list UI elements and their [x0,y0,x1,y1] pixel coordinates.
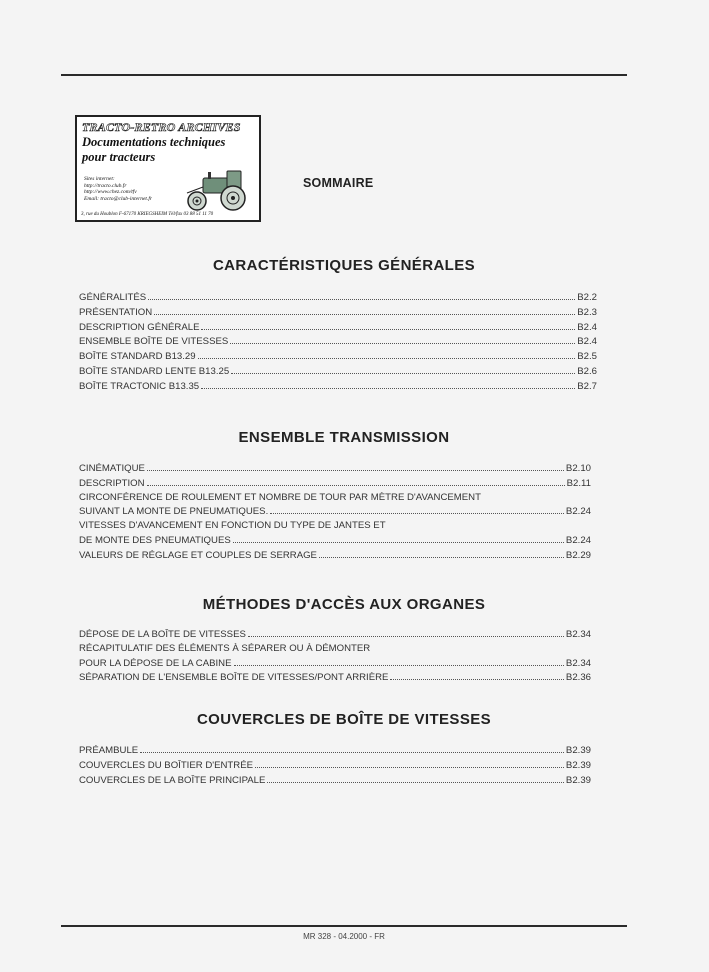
toc-page-number: B2.34 [565,657,591,669]
toc-page-number: B2.5 [577,351,597,363]
toc-entry [79,773,591,788]
toc-entry-label: COUVERCLES DU BOÎTIER D'ENTRÉE [79,759,254,771]
toc-entry [79,305,597,320]
toc-entry-label: CINÉMATIQUE [79,463,145,474]
dot-leader [154,305,575,315]
toc-entry-label: GÉNÉRALITÉS [79,292,147,303]
dot-leader [147,461,564,471]
toc-page-number: B2.39 [565,774,591,786]
toc-entry-line [79,758,591,773]
dot-leader [255,758,564,768]
stamp-subtitle-line2: pour tracteurs [82,150,156,164]
dot-leader [319,548,564,558]
section-title-transmission: ENSEMBLE TRANSMISSION [238,429,450,446]
dot-leader [201,320,575,330]
bottom-rule [61,925,627,927]
top-rule [61,74,627,76]
section-title-caracteristiques: CARACTÉRISTIQUES GÉNÉRALES [212,257,476,274]
toc-entry-label: POUR LA DÉPOSE DE LA CABINE [79,657,232,669]
toc-entry [79,743,591,758]
toc-page-number: B2.7 [577,380,597,392]
dot-leader [147,476,565,486]
toc-page-number: B2.39 [565,745,591,756]
dot-leader [231,364,575,374]
dot-leader [233,533,564,543]
toc-page-number: B2.4 [577,321,597,333]
toc-entry-line [79,379,597,394]
section-title-couvercles: COUVERCLES DE BOÎTE DE VITESSES [196,711,492,728]
toc-entry-line [79,627,591,642]
toc-page-number: B2.3 [577,306,597,318]
toc-entry-label: DESCRIPTION [79,477,145,489]
toc-entry [79,349,597,364]
toc-page-number: B2.39 [565,759,591,771]
toc-entry-label: CIRCONFÉRENCE DE ROULEMENT ET NOMBRE DE TOUR PAR MÈTRE D'AVANCEMENT [79,491,481,503]
toc-entry-line [79,334,597,349]
toc-entry-line [79,349,597,364]
toc-entry [79,670,591,685]
toc-page-number: B2.10 [565,463,591,474]
archive-stamp [75,115,261,222]
toc-section-caracteristiques [79,290,597,394]
toc-entry-line [79,305,597,320]
toc-entry-label: PRÉAMBULE [79,745,139,756]
toc-entry [79,627,591,642]
sommaire-heading: SOMMAIRE [303,176,374,190]
toc-entry-line [79,773,591,788]
toc-entry-line [79,656,591,671]
footer-reference: MR 328 - 04.2000 - FR [303,932,385,941]
toc-entry-label: VITESSES D'AVANCEMENT EN FONCTION DU TYPE DE JANTES ET [79,520,386,532]
toc-entry-line [79,642,591,656]
toc-entry [79,519,591,548]
dot-leader [248,627,564,637]
toc-entry [79,491,591,520]
stamp-sites-label: Sites internet: [84,176,115,182]
toc-page-number: B2.2 [577,292,597,303]
toc-entry-line [79,743,591,758]
dot-leader [198,349,576,359]
toc-page-number: B2.34 [565,629,591,640]
toc-entry-label: BOÎTE STANDARD B13.29 [79,351,196,363]
toc-section-methodes [79,627,591,685]
toc-entry-line [79,533,591,548]
dot-leader [201,379,575,389]
toc-entry-label: BOÎTE STANDARD LENTE B13.25 [79,365,230,377]
toc-entry-line [79,320,597,335]
toc-entry-label: ENSEMBLE BOÎTE DE VITESSES [79,336,229,348]
toc-entry-line [79,364,597,379]
toc-entry [79,461,591,476]
toc-entry-label: VALEURS DE RÉGLAGE ET COUPLES DE SERRAGE [79,549,317,561]
stamp-site-2: http://www.chez.com/tfv [84,189,137,196]
toc-entry-line [79,290,597,305]
toc-entry [79,548,591,563]
dot-leader [140,743,564,753]
toc-entry [79,290,597,305]
stamp-title: TRACTO-RETRO ARCHIVES [82,120,241,134]
toc-entry [79,642,591,671]
section-title-methodes: MÉTHODES D'ACCÈS AUX ORGANES [202,596,486,613]
toc-entry-label: SUIVANT LA MONTE DE PNEUMATIQUES. [79,506,269,518]
toc-entry-label: BOÎTE TRACTONIC B13.35 [79,380,200,392]
toc-entry-line [79,504,591,519]
toc-page-number: B2.11 [566,477,591,489]
toc-entry-label: SÉPARATION DE L'ENSEMBLE BOÎTE DE VITESSES/PONT ARRIÈRE [79,672,389,684]
toc-entry-line [79,670,591,685]
dot-leader [270,504,564,514]
toc-entry [79,476,591,491]
toc-entry-label: DÉPOSE DE LA BOÎTE DE VITESSES [79,629,246,640]
toc-entry [79,758,591,773]
stamp-websites [84,176,152,202]
toc-entry-label: PRÉSENTATION [79,306,153,318]
dot-leader [267,773,564,783]
toc-entry-line [79,461,591,476]
stamp-email: Email: tracto@club-internet.fr [84,195,152,202]
tractor-icon [181,169,253,211]
toc-page-number: B2.4 [577,336,597,348]
dot-leader [234,656,564,666]
stamp-site-1: http://tracto.club.fr [84,182,127,189]
toc-page-number: B2.24 [565,534,591,546]
dot-leader [230,334,575,344]
toc-section-couvercles [79,743,591,787]
toc-section-transmission [79,461,591,563]
toc-page-number: B2.24 [565,506,591,518]
stamp-address: 3, rue du Houblon F-67170 KRIEGSHEIM Tél/fax 03 88 51 11 70 [81,212,214,217]
toc-page-number: B2.36 [565,672,591,684]
toc-entry-line [79,519,591,533]
toc-entry-line [79,491,591,505]
toc-page-number: B2.6 [577,365,597,377]
stamp-subtitle-line1: Documentations techniques [82,135,226,149]
toc-entry [79,364,597,379]
toc-entry-line [79,476,591,491]
toc-entry-label: RÉCAPITULATIF DES ÉLÉMENTS À SÉPARER OU À DÉMONTER [79,642,371,654]
toc-entry [79,320,597,335]
dot-leader [148,290,575,300]
toc-page-number: B2.29 [565,549,591,561]
toc-entry-label: DESCRIPTION GÉNÉRALE [79,321,200,333]
toc-entry-label: DE MONTE DES PNEUMATIQUES [79,534,231,546]
dot-leader [390,670,563,680]
toc-entry [79,334,597,349]
toc-entry-label: COUVERCLES DE LA BOÎTE PRINCIPALE [79,774,266,786]
toc-entry [79,379,597,394]
toc-entry-line [79,548,591,563]
